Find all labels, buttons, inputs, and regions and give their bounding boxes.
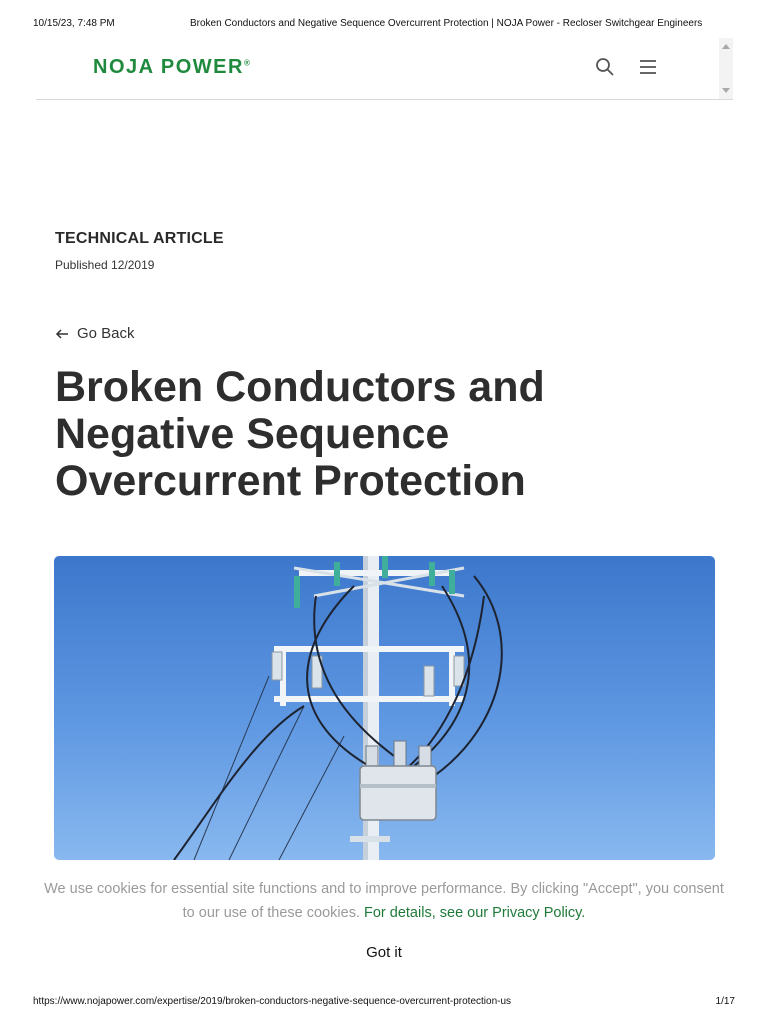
- print-footer: [0, 996, 768, 1010]
- registered-mark: ®: [243, 58, 250, 68]
- arrow-left-icon: [55, 327, 69, 341]
- print-page-title: Broken Conductors and Negative Sequence Overcurrent Protection | NOJA Power - Recloser Switchgear Engineers: [190, 18, 703, 29]
- hero-image-power-pole: [54, 556, 715, 860]
- go-back-label: Go Back: [77, 325, 135, 342]
- print-header: [0, 18, 768, 32]
- privacy-policy-link[interactable]: For details, see our Privacy Policy.: [364, 905, 586, 921]
- cookie-banner: [40, 877, 728, 925]
- site-header: [36, 38, 733, 100]
- article-title: Broken Conductors and Negative Sequence Overcurrent Protection: [55, 363, 545, 505]
- noja-power-logo[interactable]: [93, 56, 250, 79]
- article-category: TECHNICAL ARTICLE: [55, 230, 224, 247]
- cookie-notice-text: We use cookies for essential site functions and to improve performance. By clicking "Accept", you consent to our use of these cookies.: [44, 881, 724, 921]
- search-icon: [594, 56, 616, 78]
- hamburger-menu-icon: [637, 56, 659, 78]
- menu-button[interactable]: [637, 56, 659, 78]
- got-it-button[interactable]: Got it: [354, 944, 414, 961]
- scrollbar[interactable]: [719, 38, 733, 99]
- print-url: https://www.nojapower.com/expertise/2019/broken-conductors-negative-sequence-overcurrent-protection-us: [33, 996, 512, 1007]
- scroll-up-arrow-icon[interactable]: [722, 44, 730, 49]
- print-page-number: 1/17: [715, 996, 735, 1007]
- scroll-down-arrow-icon[interactable]: [722, 88, 730, 93]
- publish-date: Published 12/2019: [55, 258, 155, 272]
- search-button[interactable]: [594, 56, 616, 78]
- go-back-link[interactable]: [55, 325, 135, 342]
- logo-text: NOJA POWER: [93, 56, 244, 78]
- print-datetime: 10/15/23, 7:48 PM: [33, 18, 115, 29]
